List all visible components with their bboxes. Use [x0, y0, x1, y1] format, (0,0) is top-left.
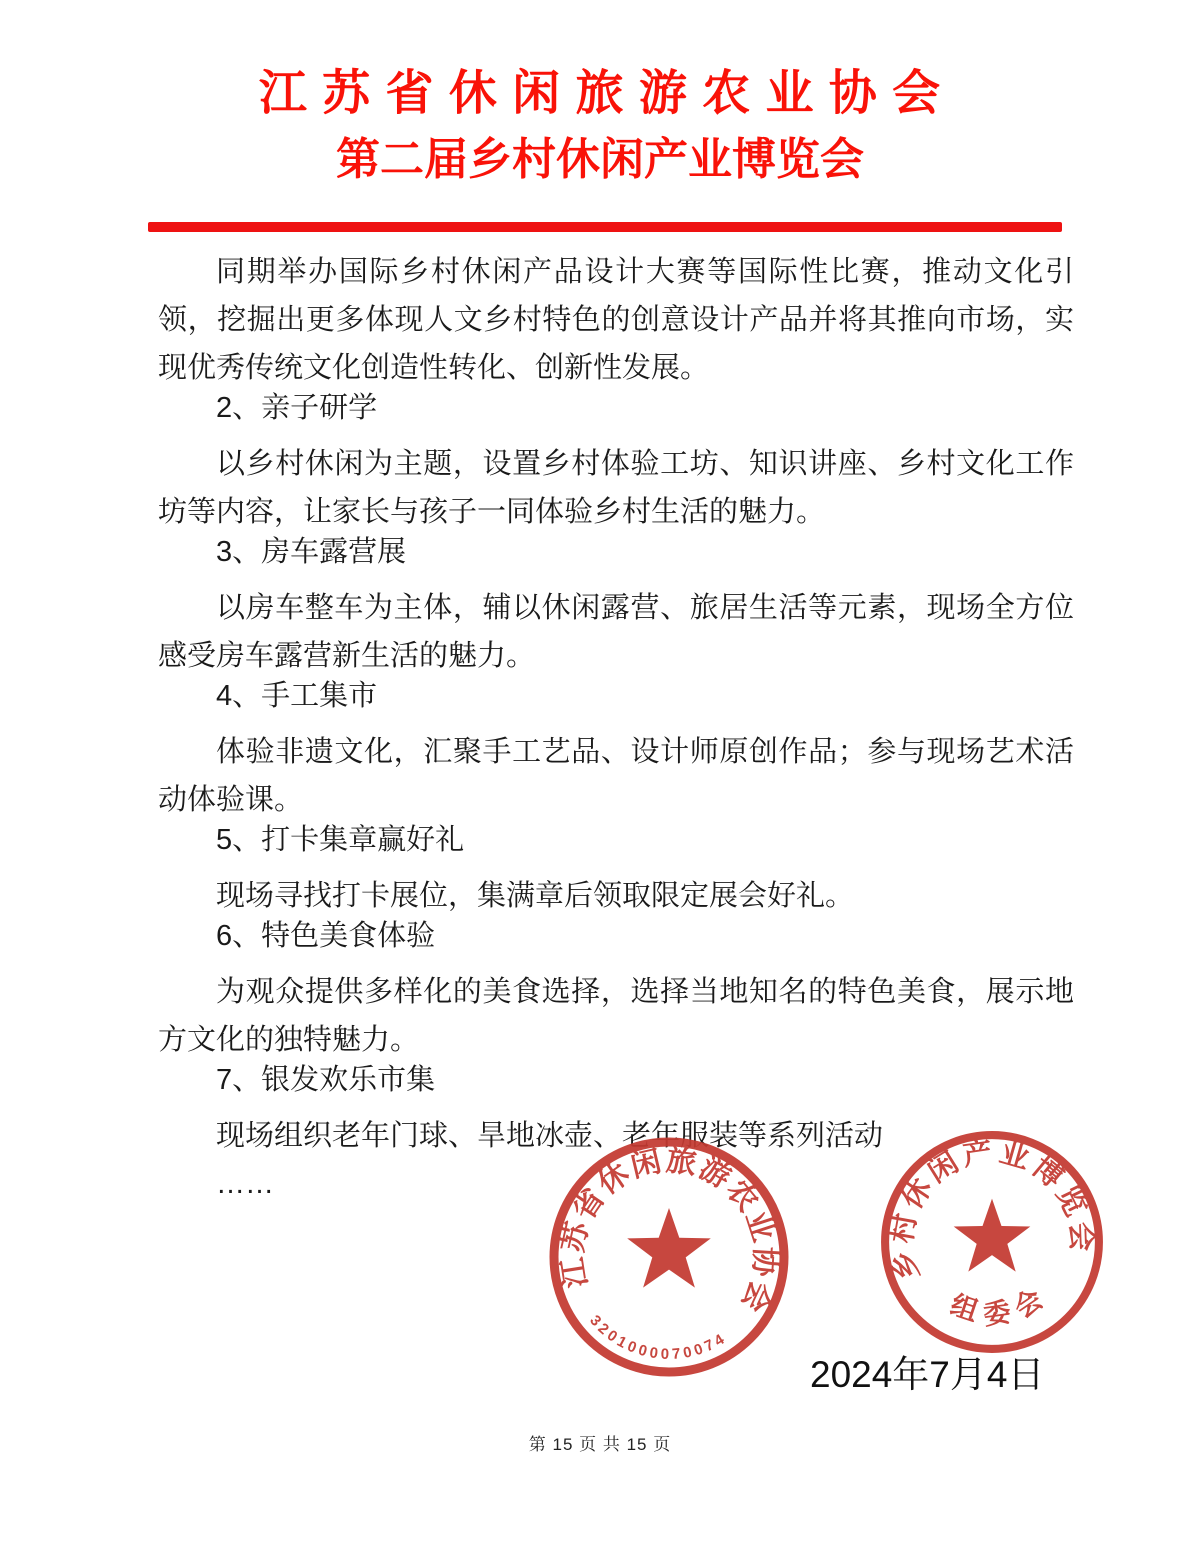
event-title: 第二届乡村休闲产业博览会 — [336, 135, 864, 184]
paragraph: 体验非遗文化，汇聚手工艺品、设计师原创作品；参与现场艺术活动体验课。 — [158, 736, 1074, 816]
committee-seal-graphic — [876, 1126, 1108, 1358]
seal-bottom-text — [943, 1275, 1059, 1335]
star-icon — [954, 1199, 1031, 1272]
seal-ring-text — [876, 1126, 1102, 1284]
section-heading: 5、打卡集章赢好礼 — [216, 824, 465, 856]
paragraph: 现场组织老年门球、旱地冰壶、老年服装等系列活动 — [216, 1120, 884, 1152]
association-seal-code: 3201000070074 — [586, 1312, 731, 1364]
committee-seal — [876, 1126, 1108, 1358]
section-heading: 3、房车露营展 — [216, 536, 407, 568]
association-seal-graphic — [544, 1132, 794, 1382]
paragraph: 为观众提供多样化的美食选择，选择当地知名的特色美食，展示地方文化的独特魅力。 — [158, 976, 1074, 1056]
title-divider — [148, 222, 1062, 232]
star-icon — [627, 1208, 711, 1288]
section-heading: 4、手工集市 — [216, 680, 378, 712]
org-title: 江 苏 省 休 闲 旅 游 农 业 协 会 — [258, 67, 942, 120]
paragraph: 同期举办国际乡村休闲产品设计大赛等国际性比赛，推动文化引领，挖掘出更多体现人文乡村特色的创意设计产品并将其推向市场，实现优秀传统文化创造性转化、创新性发展。 — [158, 256, 1074, 384]
paragraph: 现场寻找打卡展位，集满章后领取限定展会好礼。 — [216, 880, 855, 912]
section-heading: 6、特色美食体验 — [216, 920, 436, 952]
ellipsis-line: …… — [216, 1168, 274, 1200]
paragraph: 以乡村休闲为主题，设置乡村体验工坊、知识讲座、乡村文化工作坊等内容，让家长与孩子一同体验乡村生活的魅力。 — [158, 448, 1074, 528]
section-heading: 7、银发欢乐市集 — [216, 1064, 436, 1096]
section-heading: 2、亲子研学 — [216, 392, 378, 424]
page-number-footer: 第 15 页 共 15 页 — [528, 1435, 672, 1454]
paragraph: 以房车整车为主体，辅以休闲露营、旅居生活等元素，现场全方位感受房车露营新生活的魅力。 — [158, 592, 1074, 672]
document-body — [158, 248, 1074, 1208]
association-seal — [544, 1132, 794, 1382]
committee-seal-subtitle: 组委会 — [946, 1277, 1057, 1331]
document-header — [0, 62, 1200, 188]
signature-date: 2024年7月4日 — [810, 1354, 1045, 1395]
committee-seal-label: 乡村休闲产业博览会 — [886, 1136, 1098, 1284]
association-seal-label: 江苏省休闲旅游农业协会 — [555, 1143, 782, 1319]
